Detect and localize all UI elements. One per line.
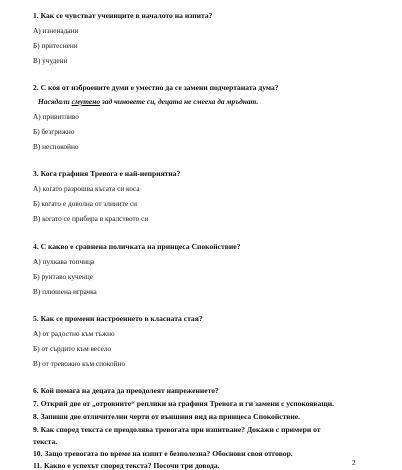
sentence-pre: Насядали bbox=[38, 97, 72, 106]
question-8: 8. Запиши две отличителни черти от външния вид на принцеса Спокойствие. bbox=[33, 412, 301, 421]
option-5c: В) от тревожно към спокойно bbox=[33, 359, 125, 368]
option-1a: А) изненадани bbox=[33, 26, 79, 35]
option-2a: А) привитливо bbox=[33, 112, 79, 121]
option-3b: Б) когато е доволна от злините си bbox=[33, 199, 138, 208]
option-2b: Б) безгрижно bbox=[33, 127, 75, 136]
option-1c: В) учудени bbox=[33, 56, 68, 65]
question-4: 4. С какво е сравнена поличката на принцеса Спокойствие? bbox=[33, 242, 241, 251]
option-4a: А) пухкава топчица bbox=[33, 257, 95, 266]
question-1: 1. Как се чувстват учениците в началото на изпита? bbox=[33, 11, 213, 20]
option-1b: Б) притеснени bbox=[33, 41, 78, 50]
option-5b: Б) от сърдито към весело bbox=[33, 344, 112, 353]
option-4b: Б) рунтаво кученце bbox=[33, 272, 93, 281]
option-3c: В) когато се прибира в кралството си bbox=[33, 214, 149, 223]
sentence-post: зад чиновете си, децата не смееха да мръднат. bbox=[100, 97, 259, 106]
question-9-continued: текста. bbox=[33, 437, 58, 446]
question-5: 5. Как се промени настроението в класната стая? bbox=[33, 314, 203, 323]
underlined-word: смутено bbox=[71, 97, 101, 106]
question-6: 6. Кой помага на децата да преодолеят напрежението? bbox=[33, 386, 219, 395]
question-2: 2. С коя от изброените думи е уместно да се замени подчертаната дума? bbox=[33, 83, 279, 92]
question-3: 3. Кога графиня Тревога е най-неприятна? bbox=[33, 169, 181, 178]
question-9: 9. Как според текста се преодолява тревогата при изпитване? Докажи с примери от bbox=[33, 425, 321, 434]
sample-sentence bbox=[38, 97, 258, 106]
question-11: 11. Какво е успехът според текста? Посочи три довода. bbox=[33, 461, 220, 470]
option-5a: А) от радостно към тъжно bbox=[33, 329, 115, 338]
option-4c: В) плюшена играчка bbox=[33, 287, 97, 296]
question-7: 7. Открий две от „отровните“ реплики на графиня Тревога и ги замени с успокояващи. bbox=[33, 399, 335, 408]
question-10: 10. Защо тревогата по време на изпит е безполезна? Обосновн своя отговор. bbox=[33, 449, 293, 458]
option-3a: А) когато разрошва късата си коса bbox=[33, 184, 140, 193]
option-2c: В) неспокойно bbox=[33, 142, 79, 151]
page-number: 2 bbox=[352, 459, 356, 467]
